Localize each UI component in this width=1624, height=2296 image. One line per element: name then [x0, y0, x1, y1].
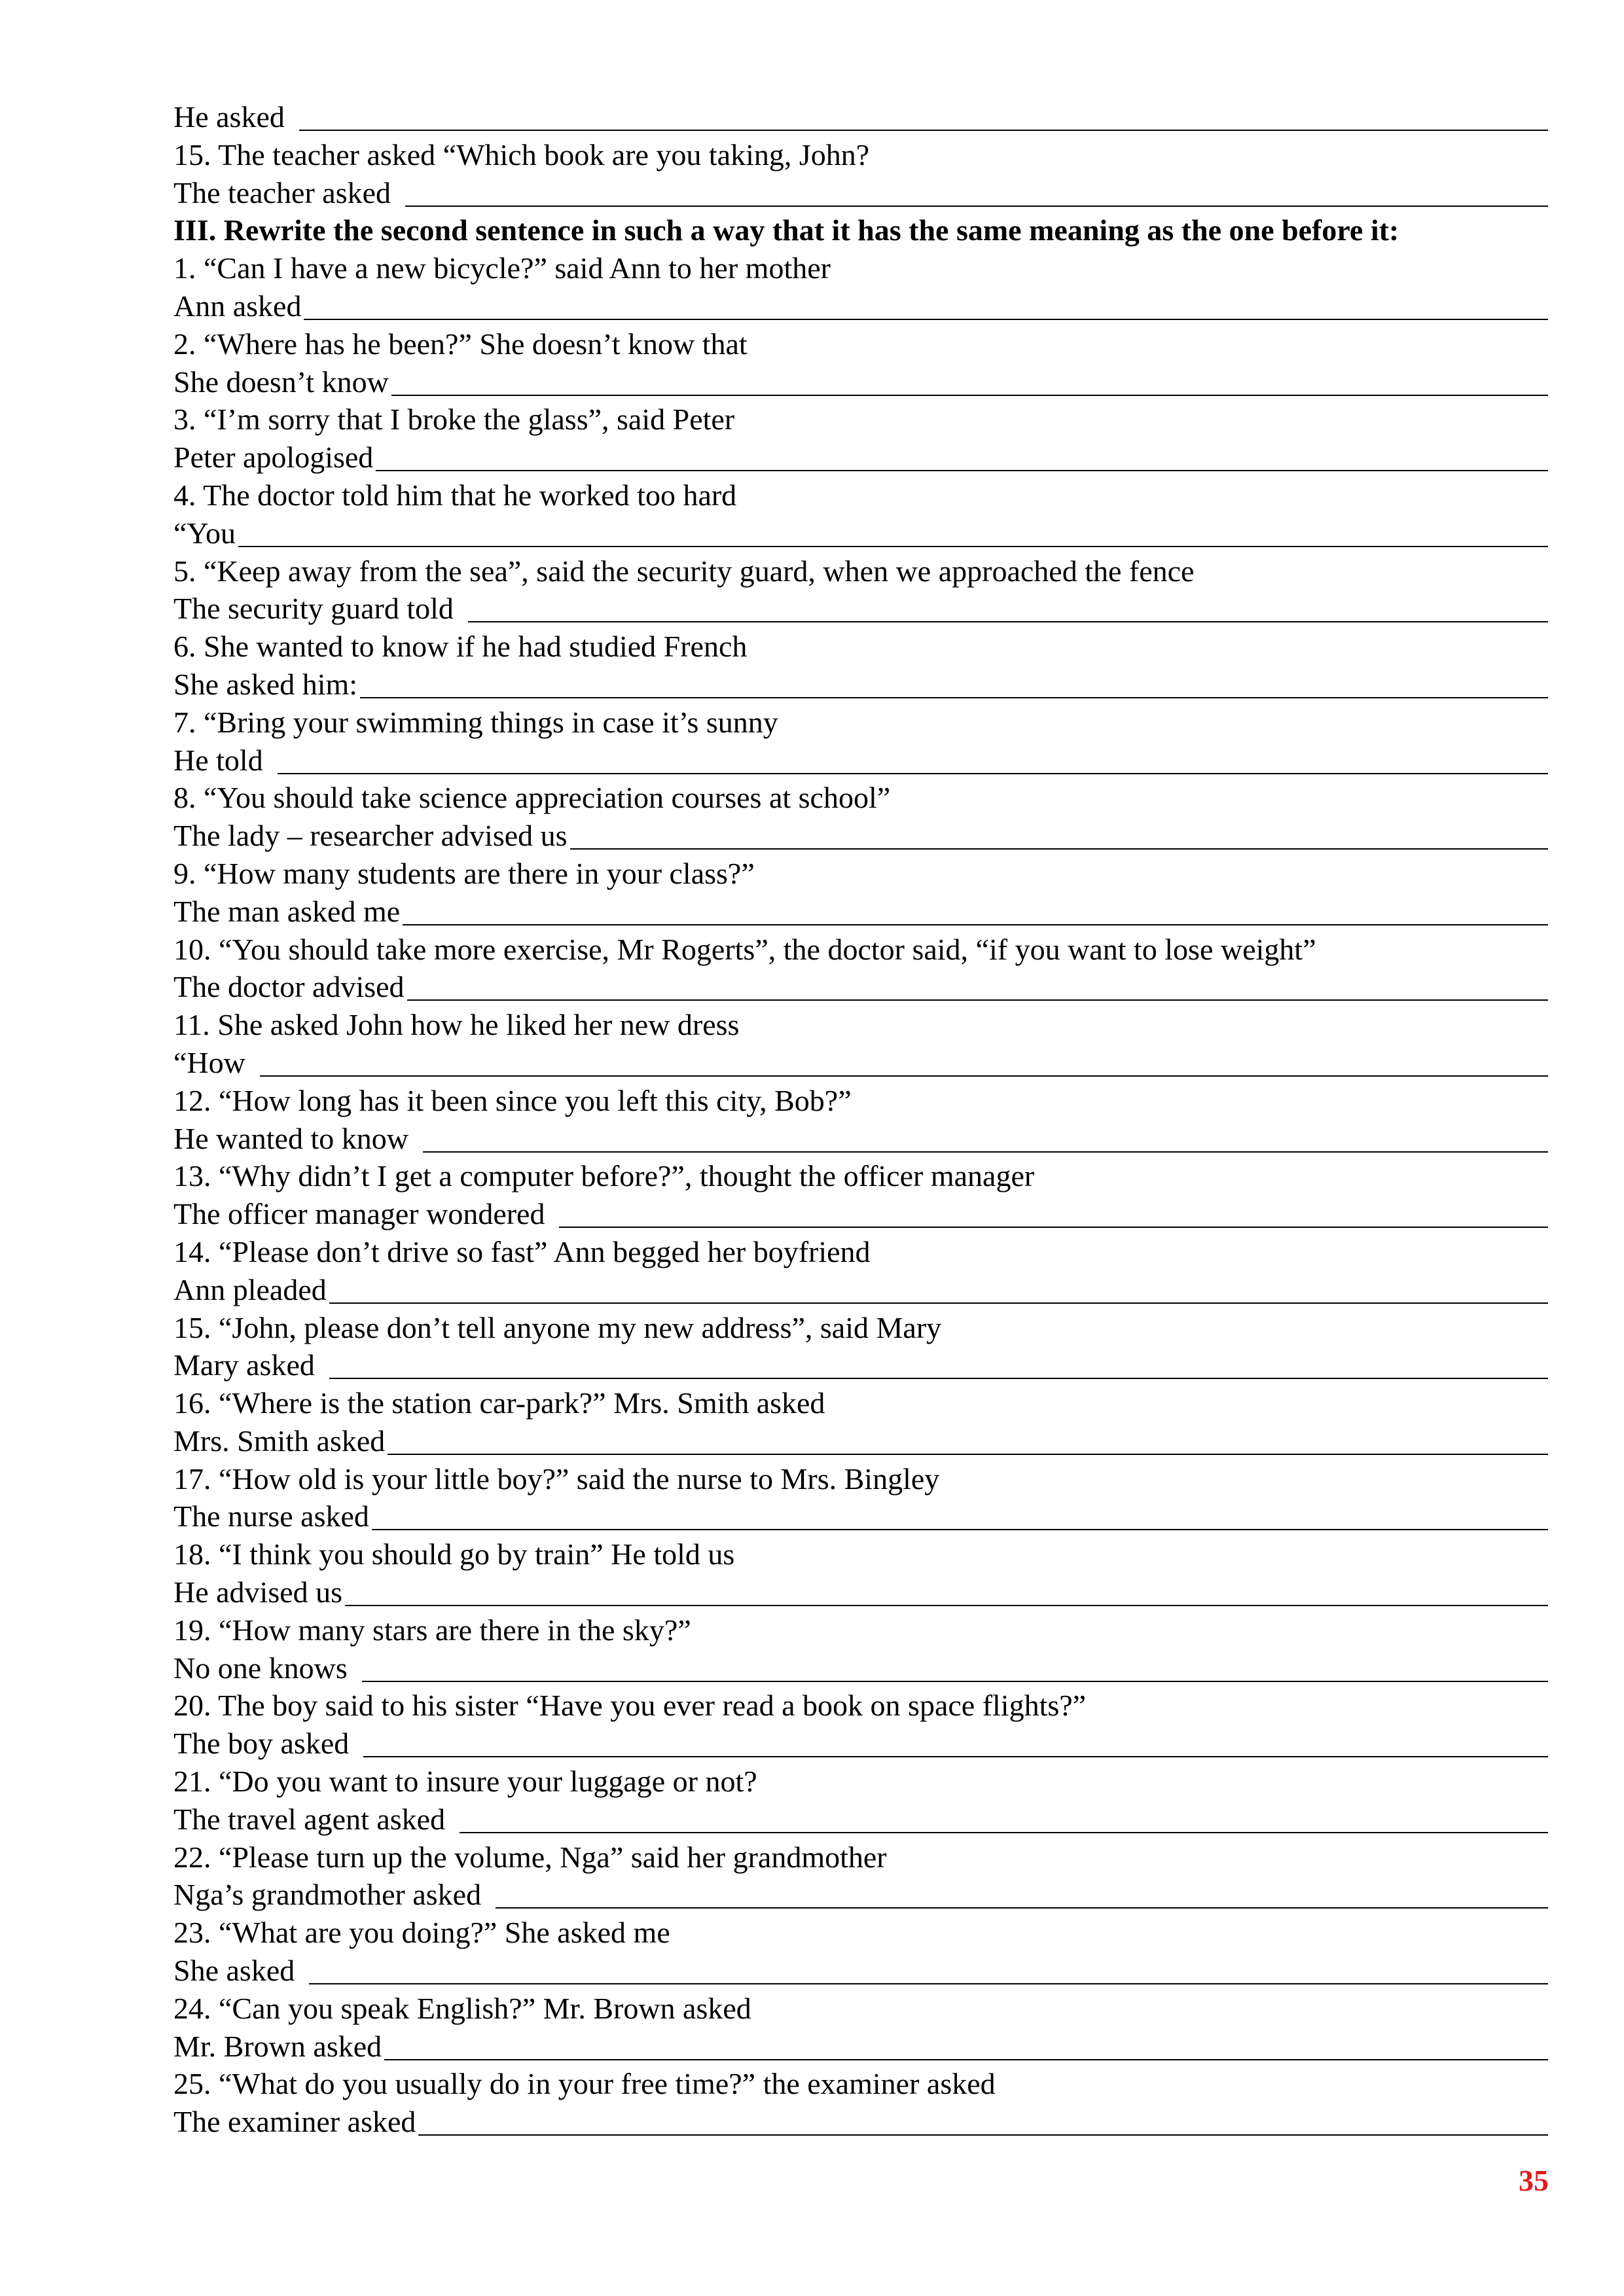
section-title: III. Rewrite the second sentence in such a way that it has the same meaning as the one before it: [173, 213, 1399, 247]
answer-blank[interactable] [372, 1529, 1548, 1530]
answer-prompt: The travel agent asked [173, 1802, 446, 1836]
answer-line [173, 1876, 1548, 1914]
question-line [173, 1990, 1548, 2028]
answer-line [173, 590, 1548, 628]
question-text: 8. “You should take science appreciation courses at school” [173, 781, 891, 815]
question-text: 15. The teacher asked “Which book are you taking, John? [173, 137, 870, 171]
question-text: 16. “Where is the station car-park?” Mrs. Smith asked [173, 1386, 825, 1420]
answer-line [173, 1573, 1548, 1611]
answer-line [173, 1649, 1548, 1687]
question-line [173, 325, 1548, 363]
answer-blank[interactable] [496, 1907, 1548, 1909]
question-line [173, 1460, 1548, 1498]
answer-prompt: She doesn’t know [173, 365, 389, 399]
answer-prompt: Ann asked [173, 289, 302, 323]
answer-prompt: The doctor advised [173, 970, 405, 1004]
answer-blank[interactable] [299, 130, 1548, 131]
question-line [173, 552, 1548, 590]
answer-prompt: Mr. Brown asked [173, 2029, 382, 2063]
answer-line [173, 893, 1548, 931]
question-line [173, 1839, 1548, 1876]
question-line [173, 1611, 1548, 1649]
answer-blank[interactable] [559, 1227, 1548, 1228]
answer-line [173, 1271, 1548, 1309]
answer-blank[interactable] [345, 1605, 1548, 1606]
answer-blank[interactable] [362, 1681, 1548, 1682]
question-line [173, 1384, 1548, 1422]
answer-line [173, 1422, 1548, 1460]
answer-prompt: Mrs. Smith asked [173, 1424, 386, 1458]
answer-blank[interactable] [304, 319, 1548, 320]
answer-prompt: The officer manager wondered [173, 1197, 545, 1231]
answer-line [173, 1044, 1548, 1082]
question-line [173, 931, 1548, 969]
question-text: 23. “What are you doing?” She asked me [173, 1916, 670, 1950]
question-text: 10. “You should take more exercise, Mr Rogerts”, the doctor said, “if you want to lose weight” [173, 932, 1316, 966]
question-text: 14. “Please don’t drive so fast” Ann begged her boyfriend [173, 1234, 871, 1268]
answer-line [173, 968, 1548, 1006]
answer-prompt: He advised us [173, 1575, 343, 1609]
answer-blank[interactable] [309, 1983, 1548, 1984]
question-line [173, 249, 1548, 287]
answer-blank[interactable] [363, 1756, 1548, 1757]
answer-line [173, 514, 1548, 552]
answer-prompt: The man asked me [173, 894, 401, 928]
answer-blank[interactable] [388, 1454, 1548, 1455]
answer-blank[interactable] [238, 546, 1548, 547]
question-line [173, 401, 1548, 439]
question-line [173, 855, 1548, 893]
answer-line [173, 817, 1548, 855]
question-line [173, 136, 1548, 174]
answer-prompt: Nga’s grandmother asked [173, 1878, 482, 1912]
answer-line [173, 2103, 1548, 2141]
question-text: 17. “How old is your little boy?” said the nurse to Mrs. Bingley [173, 1462, 940, 1496]
question-line [173, 1914, 1548, 1952]
answer-prompt: He asked [173, 100, 285, 134]
question-line [173, 2065, 1548, 2103]
answer-blank[interactable] [460, 1832, 1548, 1833]
question-text: 15. “John, please don’t tell anyone my new address”, said Mary [173, 1310, 942, 1344]
question-line [173, 628, 1548, 666]
question-text: 9. “How many students are there in your class?” [173, 856, 755, 890]
question-text: 12. “How long has it been since you left this city, Bob?” [173, 1083, 852, 1117]
question-text: 18. “I think you should go by train” He told us [173, 1537, 735, 1571]
question-text: 21. “Do you want to insure your luggage or not? [173, 1765, 757, 1799]
answer-prompt: “How [173, 1045, 245, 1079]
answer-prompt: Peter apologised [173, 440, 374, 475]
answer-prompt: The lady – researcher advised us [173, 819, 568, 853]
answer-prompt: She asked [173, 1954, 295, 1988]
answer-prompt: He told [173, 743, 263, 777]
answer-prompt: No one knows [173, 1651, 348, 1685]
question-line [173, 1157, 1548, 1195]
question-text: 4. The doctor told him that he worked too hard [173, 478, 737, 512]
answer-line [173, 2028, 1548, 2066]
answer-prompt: She asked him: [173, 667, 358, 701]
answer-blank[interactable] [376, 470, 1548, 471]
answer-blank[interactable] [329, 1378, 1548, 1379]
question-text: 1. “Can I have a new bicycle?” said Ann to her mother [173, 251, 831, 285]
question-line [173, 1233, 1548, 1271]
question-text: 13. “Why didn’t I get a computer before?”, thought the officer manager [173, 1159, 1035, 1193]
answer-blank[interactable] [403, 924, 1548, 925]
answer-line [173, 1801, 1548, 1839]
question-line [173, 779, 1548, 817]
section-heading [173, 211, 1548, 249]
question-line [173, 476, 1548, 514]
question-text: 19. “How many stars are there in the sky?” [173, 1613, 691, 1647]
question-line [173, 1309, 1548, 1347]
question-line [173, 1535, 1548, 1573]
answer-blank[interactable] [260, 1075, 1548, 1077]
answer-blank[interactable] [360, 697, 1548, 698]
question-text: 5. “Keep away from the sea”, said the security guard, when we approached the fence [173, 554, 1195, 588]
answer-prompt: The teacher asked [173, 175, 391, 209]
answer-line [173, 1952, 1548, 1990]
answer-prompt: Ann pleaded [173, 1272, 327, 1306]
question-text: 3. “I’m sorry that I broke the glass”, said Peter [173, 403, 735, 437]
answer-line [173, 98, 1548, 136]
answer-line [173, 287, 1548, 325]
answer-line [173, 742, 1548, 780]
answer-prompt: The security guard told [173, 592, 454, 626]
answer-blank[interactable] [418, 2134, 1548, 2136]
answer-line [173, 439, 1548, 476]
question-text: 7. “Bring your swimming things in case it’s sunny [173, 705, 778, 739]
answer-prompt: The nurse asked [173, 1499, 369, 1534]
answer-blank[interactable] [329, 1302, 1548, 1304]
answer-prompt: The boy asked [173, 1727, 350, 1761]
question-text: 25. “What do you usually do in your free time?” the examiner asked [173, 2067, 996, 2101]
question-text: 2. “Where has he been?” She doesn’t know that [173, 327, 748, 361]
question-line [173, 1006, 1548, 1044]
question-line [173, 1763, 1548, 1801]
answer-line [173, 1346, 1548, 1384]
page-number: 35 [1519, 2164, 1549, 2197]
question-text: 24. “Can you speak English?” Mr. Brown asked [173, 1991, 751, 2025]
question-line [173, 704, 1548, 742]
question-text: 22. “Please turn up the volume, Nga” said her grandmother [173, 1840, 887, 1874]
answer-blank[interactable] [391, 395, 1548, 396]
worksheet-page [173, 98, 1548, 2141]
answer-line [173, 1120, 1548, 1158]
answer-prompt: The examiner asked [173, 2105, 416, 2139]
answer-line [173, 363, 1548, 401]
answer-blank[interactable] [384, 2059, 1548, 2060]
answer-line [173, 174, 1548, 212]
question-text: 11. She asked John how he liked her new dress [173, 1008, 740, 1042]
answer-blank[interactable] [278, 773, 1548, 774]
answer-blank[interactable] [468, 621, 1548, 622]
answer-line [173, 1498, 1548, 1535]
answer-prompt: Mary asked [173, 1348, 315, 1382]
question-text: 20. The boy said to his sister “Have you ever read a book on space flights?” [173, 1689, 1087, 1723]
answer-blank[interactable] [423, 1151, 1548, 1153]
answer-prompt: “You [173, 516, 236, 550]
answer-line [173, 1195, 1548, 1233]
answer-blank[interactable] [407, 999, 1548, 1001]
answer-line [173, 666, 1548, 704]
answer-prompt: He wanted to know [173, 1121, 408, 1155]
answer-blank[interactable] [405, 206, 1548, 207]
question-text: 6. She wanted to know if he had studied French [173, 630, 748, 664]
question-line [173, 1687, 1548, 1725]
answer-blank[interactable] [570, 848, 1548, 850]
question-line [173, 1082, 1548, 1120]
answer-line [173, 1725, 1548, 1763]
